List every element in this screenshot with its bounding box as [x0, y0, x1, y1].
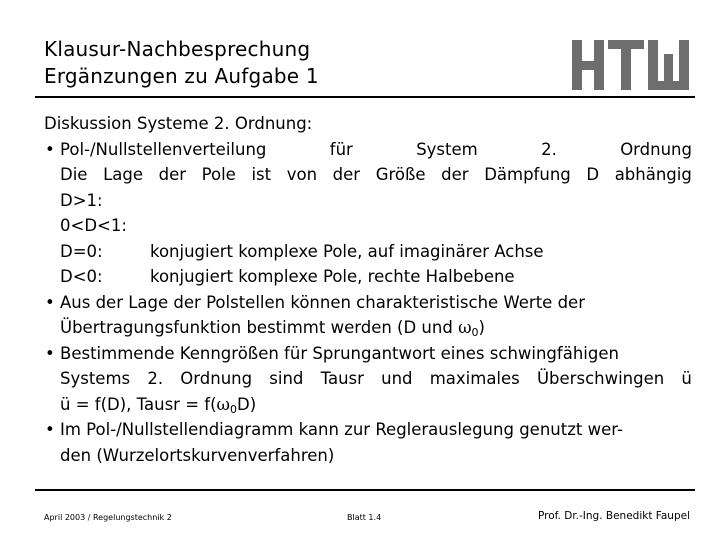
omega-symbol: ω [216, 394, 230, 414]
word: von [286, 165, 318, 184]
omega-symbol: ω [458, 318, 472, 337]
word: der [158, 165, 187, 184]
case-value: konjugiert komplexe Pole, auf imaginärer Achse [150, 241, 544, 261]
bullet-step-response-line-3 [44, 392, 692, 418]
word: Pole [201, 165, 236, 184]
word: Ordnung [620, 139, 692, 159]
slide-title [44, 36, 544, 90]
slide-body [44, 111, 692, 468]
word: Die [60, 165, 88, 184]
text: ü = f(D), Tausr = f( [60, 394, 217, 414]
word: der [441, 165, 469, 184]
case-d-greater-1: D>1: [60, 190, 103, 210]
text: D) [236, 394, 257, 414]
case-d-less-0 [44, 264, 692, 290]
text: Übertragungsfunktion bestimmt werden (D und [60, 318, 459, 337]
word: Ordnung [180, 369, 253, 388]
bullet-characteristic-values: • Aus der Lage der Polstellen können charakteristische Werte der [44, 290, 692, 316]
subscript: 0 [229, 402, 237, 416]
word: System [416, 139, 478, 159]
word: abhängig [614, 165, 692, 184]
section-heading: Diskussion Systeme 2. Ordnung: [44, 114, 313, 133]
word: Dämpfung [484, 165, 571, 184]
footer-author: Prof. Dr.-Ing. Benedikt Faupel [537, 510, 690, 522]
case-value: konjugiert komplexe Pole, rechte Halbebene [150, 267, 515, 286]
case-d-between-0-1: 0<D<1: [60, 216, 127, 235]
bullet-step-response: • Bestimmende Kenngrößen für Sprungantwort eines schwingfähigen [44, 341, 692, 367]
word: Lage [103, 165, 143, 184]
bullet-characteristic-values-line-2 [44, 315, 692, 341]
bullet-root-locus: • Im Pol-/Nullstellendiagramm kann zur Reglerauslegung genutzt wer- [44, 417, 692, 443]
title-line-2: Ergänzungen zu Aufgabe 1 [44, 64, 319, 88]
header-divider [35, 96, 695, 98]
word: • Pol-/Nullstellenverteilung [60, 139, 267, 159]
bullet-pole-distribution-line-2 [44, 162, 692, 188]
word: D [586, 165, 600, 184]
case-d-equals-0 [44, 239, 692, 265]
bullet-root-locus-line-2: den (Wurzelortskurvenverfahren) [60, 445, 335, 465]
word: maximales [429, 369, 520, 388]
footer-date-course: April 2003 / Regelungstechnik 2 [44, 513, 172, 522]
word: 2. [147, 369, 164, 388]
word: sind [269, 369, 304, 388]
word: Größe [375, 165, 426, 184]
bullet-pole-distribution [44, 137, 692, 163]
htw-logo [572, 40, 690, 90]
footer-page-number: Blatt 1.4 [347, 513, 382, 522]
word: ü [681, 369, 692, 388]
bullet-step-response-line-2 [44, 366, 692, 392]
case-key: D<0: [60, 267, 103, 286]
case-key: D=0: [60, 241, 103, 261]
subscript: 0 [471, 326, 479, 339]
word: Tausr [320, 369, 364, 388]
word: 2. [541, 139, 557, 159]
word: der [332, 165, 361, 184]
text: ) [478, 318, 485, 337]
word: und [381, 369, 413, 388]
footer-divider [35, 489, 695, 491]
word: Überschwingen [536, 369, 665, 388]
word: ist [251, 165, 272, 184]
word: für [329, 139, 353, 159]
title-line-1: Klausur-Nachbesprechung [44, 37, 311, 61]
word: Systems [60, 369, 131, 388]
